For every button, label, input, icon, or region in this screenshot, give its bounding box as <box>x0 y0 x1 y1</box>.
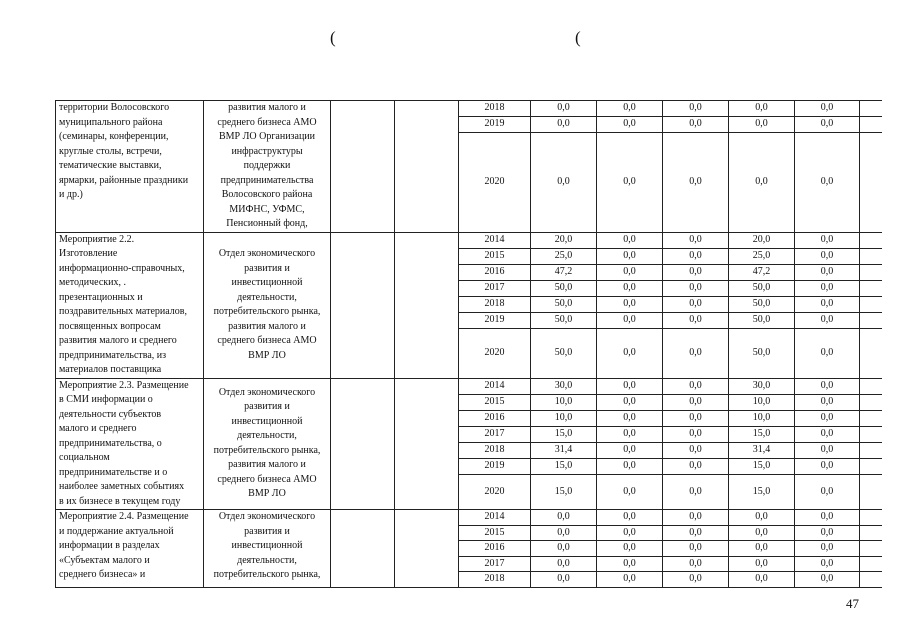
year-row: 2018 0,0 0,0 0,0 0,0 0,0 <box>458 571 882 587</box>
left-paren-mark: ( <box>330 28 336 47</box>
responsible-executor: развития малого и среднего бизнеса АМО ВМР ЛО Организации инфраструктуры поддержки предпринимательства Волосовского района МИФНС, УФМС, Пенсионный фонд, <box>203 101 330 232</box>
table-row <box>55 509 882 587</box>
year-row: 2017 15,0 0,0 0,0 15,0 0,0 <box>458 426 882 442</box>
year-row: 2019 50,0 0,0 0,0 50,0 0,0 <box>458 312 882 328</box>
year-row: 2014 20,0 0,0 0,0 20,0 0,0 <box>458 233 882 248</box>
measure-description: территории Волосовского муниципального района (семинары, конференции, круглые столы, встречи, тематические выставки, ярмарки, районные праздники и др.) <box>55 101 203 232</box>
year-row: 2014 0,0 0,0 0,0 0,0 0,0 <box>458 510 882 525</box>
year-values <box>458 101 882 232</box>
empty-column-b <box>394 510 458 587</box>
year-values <box>458 510 882 587</box>
year-row: 2016 10,0 0,0 0,0 10,0 0,0 <box>458 410 882 426</box>
year-row: 2020 0,0 0,0 0,0 0,0 0,0 <box>458 132 882 232</box>
year-row: 2016 47,2 0,0 0,0 47,2 0,0 <box>458 264 882 280</box>
measures-table <box>55 100 882 588</box>
measure-description: Мероприятие 2.2. Изготовление информационно-справочных, методических, . презентационных и поздравительных материалов, посвященных вопросам развития малого и среднего предпринимательства, из материалов поставщика <box>55 233 203 378</box>
empty-column-b <box>394 379 458 510</box>
year-row: 2015 25,0 0,0 0,0 25,0 0,0 <box>458 248 882 264</box>
empty-column-b <box>394 101 458 232</box>
year-row: 2017 50,0 0,0 0,0 50,0 0,0 <box>458 280 882 296</box>
year-row: 2018 31,4 0,0 0,0 31,4 0,0 <box>458 442 882 458</box>
empty-column-a <box>330 101 394 232</box>
empty-column-a <box>330 379 394 510</box>
year-values <box>458 233 882 378</box>
empty-column-a <box>330 233 394 378</box>
table-row <box>55 378 882 510</box>
year-row: 2018 0,0 0,0 0,0 0,0 0,0 <box>458 101 882 116</box>
year-row: 2015 0,0 0,0 0,0 0,0 0,0 <box>458 525 882 541</box>
year-row: 2015 10,0 0,0 0,0 10,0 0,0 <box>458 394 882 410</box>
table-row <box>55 232 882 378</box>
page-number: 47 <box>846 596 859 611</box>
year-values <box>458 379 882 510</box>
table-row <box>55 100 882 232</box>
year-row: 2020 15,0 0,0 0,0 15,0 0,0 <box>458 474 882 510</box>
year-row: 2019 15,0 0,0 0,0 15,0 0,0 <box>458 458 882 474</box>
year-row: 2016 0,0 0,0 0,0 0,0 0,0 <box>458 540 882 556</box>
responsible-executor: Отдел экономического развития и инвестиционной деятельности, потребительского рынка, <box>203 510 330 587</box>
year-row: 2014 30,0 0,0 0,0 30,0 0,0 <box>458 379 882 394</box>
year-row: 2019 0,0 0,0 0,0 0,0 0,0 <box>458 116 882 132</box>
empty-column-a <box>330 510 394 587</box>
empty-column-b <box>394 233 458 378</box>
table-bottom-border <box>55 587 882 588</box>
right-paren-mark: ( <box>575 28 581 47</box>
year-row: 2020 50,0 0,0 0,0 50,0 0,0 <box>458 328 882 378</box>
year-row: 2018 50,0 0,0 0,0 50,0 0,0 <box>458 296 882 312</box>
responsible-executor: Отдел экономического развития и инвестиционной деятельности, потребительского рынка, развития малого и среднего бизнеса АМО ВМР ЛО <box>203 379 330 510</box>
year-row: 2017 0,0 0,0 0,0 0,0 0,0 <box>458 556 882 572</box>
responsible-executor: Отдел экономического развития и инвестиционной деятельности, потребительского рынка, развития малого и среднего бизнеса АМО ВМР ЛО <box>203 233 330 378</box>
measure-description: Мероприятие 2.3. Размещение в СМИ информации о деятельности субъектов малого и среднего предпринимательства, о социальном предпринимательстве и о наиболее заметных событиях в их бизнесе в текущем году <box>55 379 203 510</box>
measure-description: Мероприятие 2.4. Размещение и поддержание актуальной информации в разделах «Субъектам малого и среднего бизнеса» и <box>55 510 203 587</box>
